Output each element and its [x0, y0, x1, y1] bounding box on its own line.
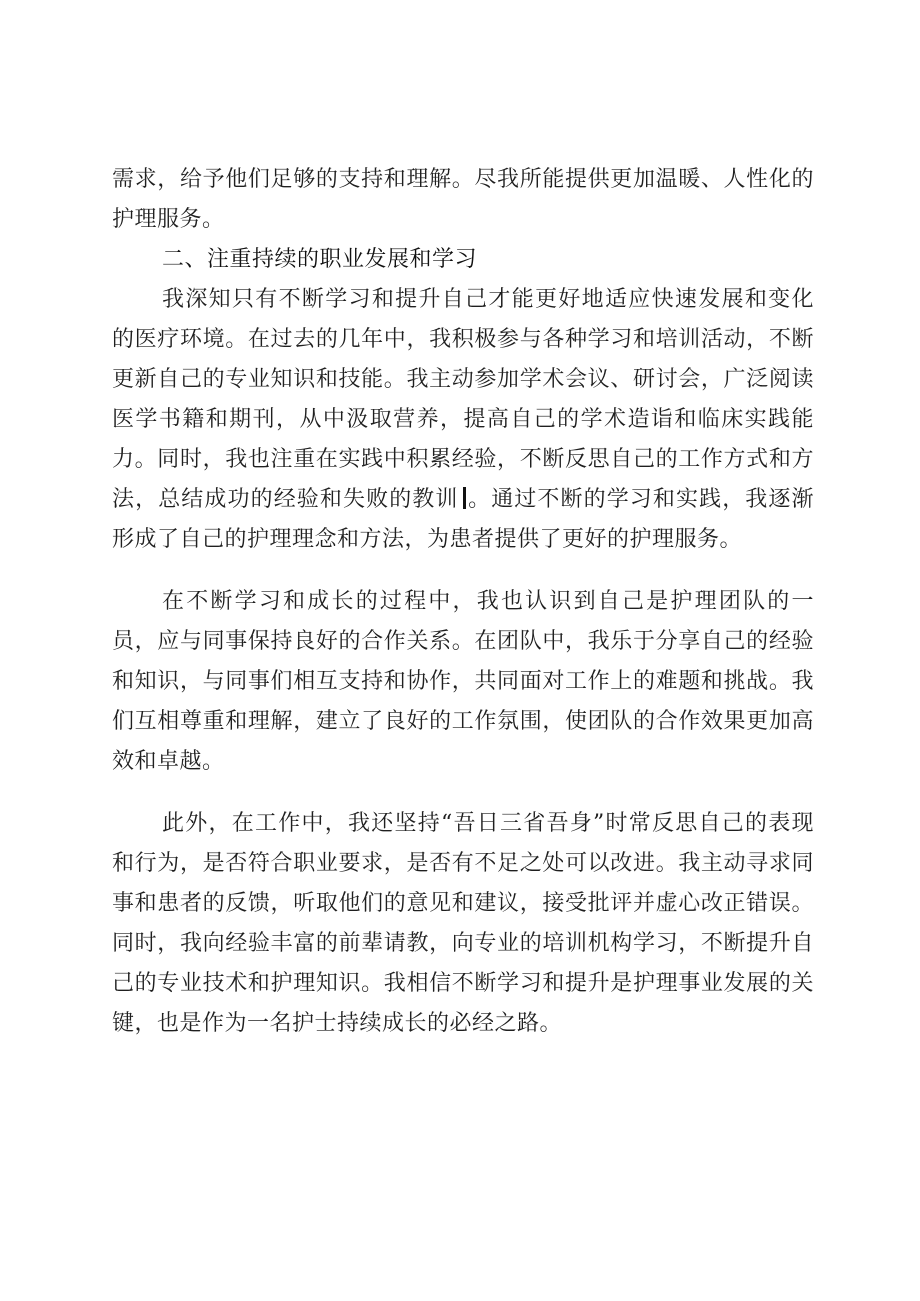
paragraph-learning-text-1: 我深知只有不断学习和提升自己才能更好地适应快速发展和变化的医疗环境。在过去的几年中，我积极参与各种学习和培训活动，不断更新自己的专业知识和技能。我主动参加学术会议、研讨会，广泛阅读医学书籍和期刊，从中汲取营养，提高自己的学术造诣和临床实践能力。同时，我也注重在实践中积累经验，不断反思自己的工作方式和方法，总结成功的经验和失败的教训 [112, 287, 814, 512]
paragraph-team: 在不断学习和成长的过程中，我也认识到自己是护理团队的一员，应与同事保持良好的合作关系。在团队中，我乐于分享自己的经验和知识，与同事们相互支持和协作，共同面对工作上的难题和挑战。我们互相尊重和理解，建立了良好的工作氛围，使团队的合作效果更加高效和卓越。 [112, 589, 814, 774]
text-cursor-mark [463, 487, 466, 509]
section-heading: 二、注重持续的职业发展和学习 [162, 247, 478, 272]
paragraph-continued: 需求，给予他们足够的支持和理解。尽我所能提供更加温暖、人性化的护理服务。 [112, 167, 814, 232]
paragraph-reflection: 此外，在工作中，我还坚持“吾日三省吾身”时常反思自己的表现和行为，是否符合职业要求，是否有不足之处可以改进。我主动寻求同事和患者的反馈，听取他们的意见和建议，接受批评并虚心改正错误。同时，我向经验丰富的前辈请教，向专业的培训机构学习，不断提升自己的专业技术和护理知识。我相信不断学习和提升是护理事业发展的关键，也是作为一名护士持续成长的必经之路。 [112, 811, 814, 1036]
paragraph-gap [112, 782, 814, 804]
paragraph-learning-text-2: 。通过不断的学习和实践，我逐渐形成了自己的护理理念和方法，为患者提供了更好的护理服务。 [112, 487, 814, 552]
document-body [112, 160, 814, 1044]
paragraph-learning [112, 280, 814, 560]
paragraph-gap [112, 560, 814, 582]
